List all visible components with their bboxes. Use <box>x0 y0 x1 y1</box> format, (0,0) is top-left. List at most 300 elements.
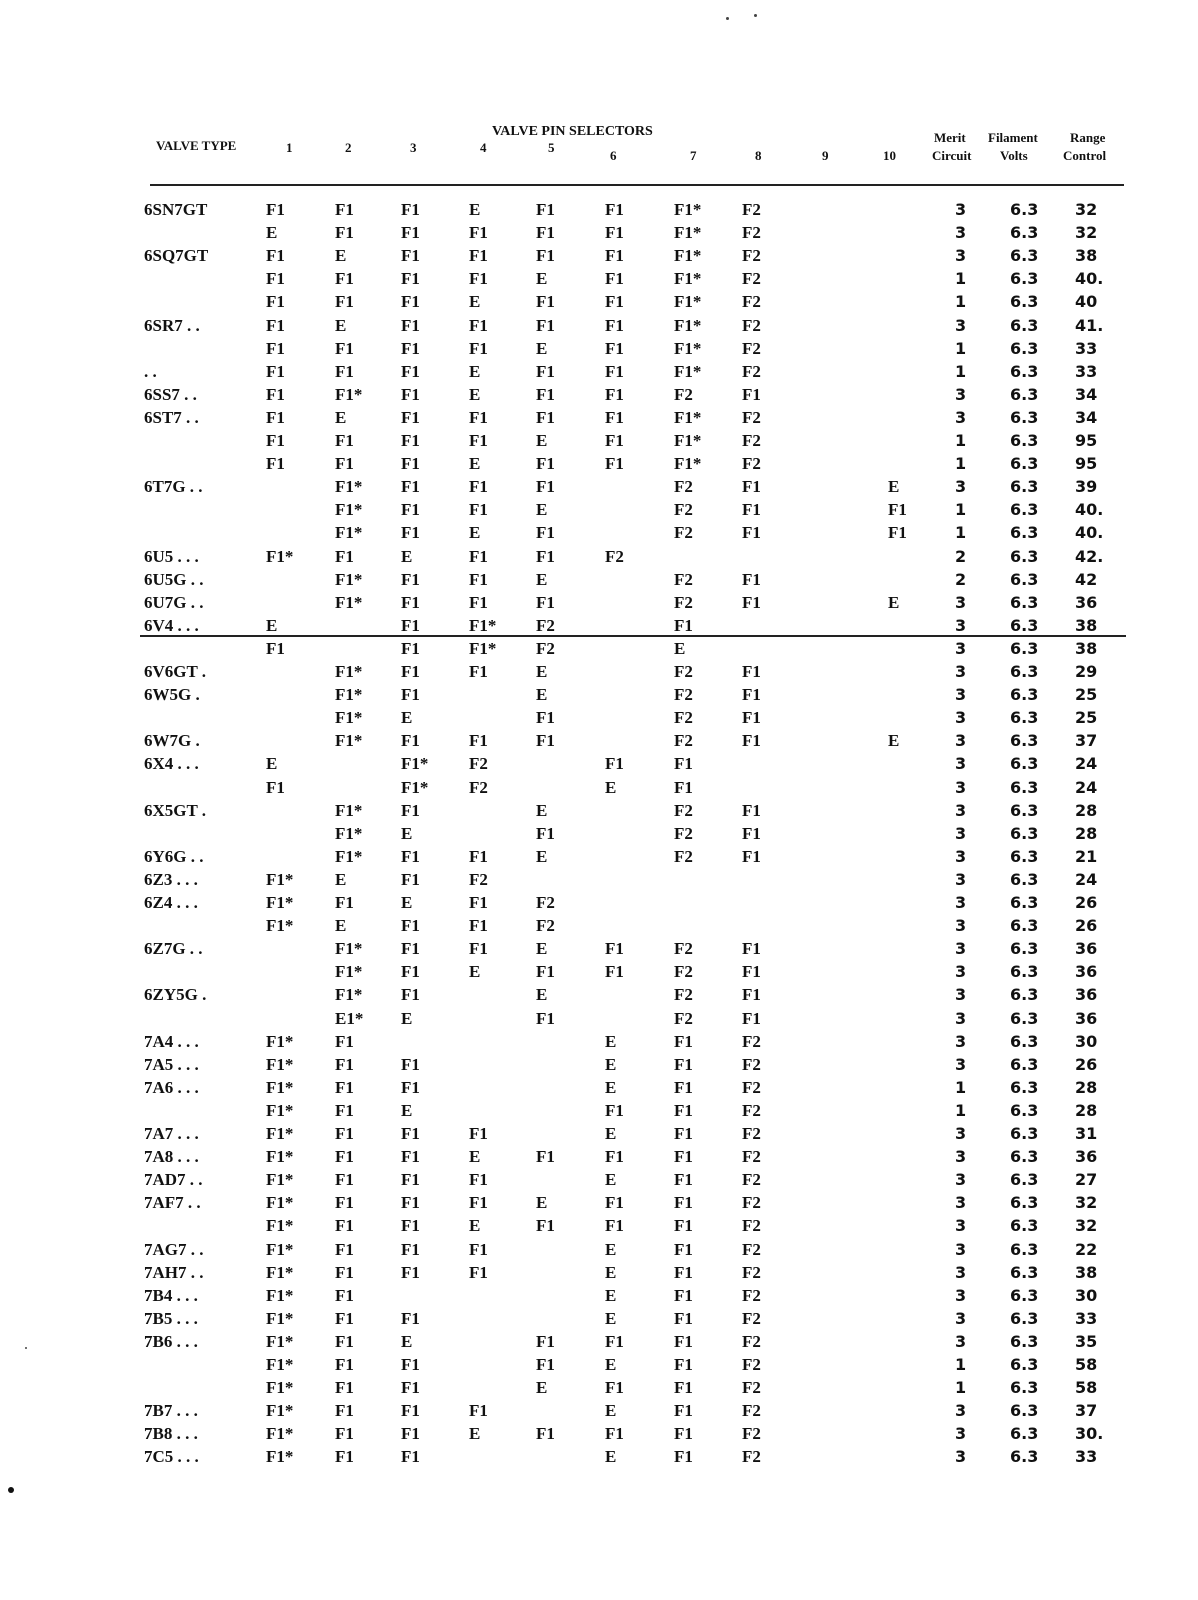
filament-volts-cell: 6.3 <box>1010 1078 1039 1097</box>
filament-volts-cell: 6.3 <box>1010 1424 1039 1443</box>
valve-type-cell: 6X5GT . <box>144 801 207 820</box>
pin-5-cell: E <box>536 269 548 288</box>
pin-5-cell: F1 <box>536 408 555 427</box>
filament-volts-cell: 6.3 <box>1010 731 1039 750</box>
pin-8-cell: F2 <box>742 1424 761 1443</box>
valve-type-cell: 7C5 . . . <box>144 1447 199 1466</box>
pin-4-cell: F1 <box>469 1193 488 1212</box>
pin-8-cell: F2 <box>742 1355 761 1374</box>
pin-3-cell: E <box>401 824 413 843</box>
range-control-cell: 24 <box>1075 870 1098 889</box>
pin-6-cell: F1 <box>605 754 624 773</box>
range-control-cell: 29 <box>1075 662 1098 681</box>
range-control-cell: 22 <box>1075 1240 1098 1259</box>
valve-type-cell: 7B7 . . . <box>144 1401 198 1420</box>
pin-5-cell: F1 <box>536 316 555 335</box>
pin-7-cell: F1 <box>674 1332 693 1351</box>
filament-volts-cell: 6.3 <box>1010 916 1039 935</box>
pin-8-cell: F2 <box>742 316 761 335</box>
pin-3-cell: F1 <box>401 1424 420 1443</box>
merit-circuit-cell: 3 <box>955 316 967 335</box>
filament-volts-cell: 6.3 <box>1010 1447 1039 1466</box>
filament-volts-cell: 6.3 <box>1010 685 1039 704</box>
range-control-cell: 36 <box>1075 962 1098 981</box>
pin-4-cell: E <box>469 962 481 981</box>
pin-8-cell: F2 <box>742 1216 761 1235</box>
pin-7-cell: F2 <box>674 708 693 727</box>
range-control-cell: 42 <box>1075 570 1098 589</box>
pin-8-cell: F1 <box>742 939 761 958</box>
pin-1-cell: F1 <box>266 246 285 265</box>
merit-circuit-cell: 3 <box>955 1009 967 1028</box>
pin-7-cell: F1 <box>674 1309 693 1328</box>
pin-1-cell: F1 <box>266 431 285 450</box>
pin-10-cell: E <box>888 477 900 496</box>
pin-2-cell: F1 <box>335 1101 354 1120</box>
circuit-header: Circuit <box>932 148 972 163</box>
pin-3-cell: F1 <box>401 1447 420 1466</box>
pin-1-cell: F1 <box>266 200 285 219</box>
pin-6-cell: F1 <box>605 1332 624 1351</box>
pin-6-cell: F1 <box>605 362 624 381</box>
valve-type-cell: 6Z3 . . . <box>144 870 198 889</box>
pin-8-cell: F2 <box>742 1447 761 1466</box>
valve-type-cell: 6SQ7GT <box>144 246 209 265</box>
pin-7-cell: E <box>674 639 686 658</box>
range-control-cell: 38 <box>1075 1263 1098 1282</box>
pin-7-cell: F1 <box>674 778 693 797</box>
range-control-cell: 40. <box>1075 500 1104 519</box>
pin-4-cell: E <box>469 1216 481 1235</box>
pin-6-cell: F2 <box>605 547 624 566</box>
valve-type-cell: 7B8 . . . <box>144 1424 198 1443</box>
filament-volts-cell: 6.3 <box>1010 523 1039 542</box>
pin-1-cell: F1* <box>266 1216 294 1235</box>
pin-8-cell: F2 <box>742 269 761 288</box>
pin-8-cell: F1 <box>742 731 761 750</box>
pin-7-cell: F1 <box>674 1147 693 1166</box>
range-control-cell: 31 <box>1075 1124 1098 1143</box>
filament-volts-cell: 6.3 <box>1010 454 1039 473</box>
merit-circuit-cell: 3 <box>955 847 967 866</box>
valve-type-cell: 6X4 . . . <box>144 754 199 773</box>
pin-5-cell: E <box>536 939 548 958</box>
filament-volts-cell: 6.3 <box>1010 778 1039 797</box>
range-control-cell: 24 <box>1075 754 1098 773</box>
pin-6-cell: F1 <box>605 1193 624 1212</box>
pin-8-cell: F2 <box>742 339 761 358</box>
range-control-cell: 95 <box>1075 431 1098 450</box>
pin-5-cell: F1 <box>536 1355 555 1374</box>
pin-header-1: 1 <box>286 140 293 155</box>
valve-type-cell: 6W5G . <box>144 685 200 704</box>
range-control-cell: 27 <box>1075 1170 1098 1189</box>
pin-1-cell: F1 <box>266 639 285 658</box>
range-control-cell: 33 <box>1075 1309 1098 1328</box>
filament-volts-cell: 6.3 <box>1010 223 1039 242</box>
pin-5-cell: F1 <box>536 547 555 566</box>
pin-5-cell: E <box>536 685 548 704</box>
pin-5-cell: F1 <box>536 1147 555 1166</box>
pin-6-cell: E <box>605 1355 617 1374</box>
pin-4-cell: F1 <box>469 1170 488 1189</box>
pin-3-cell: F1 <box>401 916 420 935</box>
pin-5-cell: F2 <box>536 916 555 935</box>
pin-8-cell: F1 <box>742 570 761 589</box>
pin-3-cell: E <box>401 1332 413 1351</box>
pin-2-cell: F1 <box>335 1032 354 1051</box>
pin-7-cell: F2 <box>674 477 693 496</box>
pin-6-cell: F1 <box>605 316 624 335</box>
pin-3-cell: F1 <box>401 1124 420 1143</box>
valve-type-cell: 7A7 . . . <box>144 1124 199 1143</box>
filament-header: Filament <box>988 130 1038 145</box>
valve-type-cell: 7AD7 . . <box>144 1170 203 1189</box>
pin-8-cell: F1 <box>742 847 761 866</box>
merit-circuit-cell: 3 <box>955 985 967 1004</box>
filament-volts-cell: 6.3 <box>1010 500 1039 519</box>
pin-1-cell: E <box>266 616 278 635</box>
pin-5-cell: E <box>536 1193 548 1212</box>
pin-1-cell: F1* <box>266 547 294 566</box>
pin-7-cell: F1 <box>674 1263 693 1282</box>
range-control-cell: 35 <box>1075 1332 1098 1351</box>
pin-3-cell: F1 <box>401 246 420 265</box>
pin-3-cell: F1 <box>401 431 420 450</box>
pin-5-cell: F1 <box>536 362 555 381</box>
pin-2-cell: F1 <box>335 1424 354 1443</box>
pin-3-cell: E <box>401 1101 413 1120</box>
merit-circuit-cell: 1 <box>955 431 967 450</box>
range-control-cell: 34 <box>1075 408 1098 427</box>
scan-speck <box>754 14 757 17</box>
pin-7-cell: F2 <box>674 685 693 704</box>
pin-1-cell: F1* <box>266 1032 294 1051</box>
pin-5-cell: F1 <box>536 454 555 473</box>
pin-3-cell: F1 <box>401 1078 420 1097</box>
merit-circuit-cell: 3 <box>955 385 967 404</box>
pin-2-cell: F1 <box>335 223 354 242</box>
scan-speck <box>726 17 729 20</box>
merit-circuit-cell: 2 <box>955 547 967 566</box>
pin-7-cell: F1* <box>674 339 702 358</box>
range-control-cell: 41. <box>1075 316 1104 335</box>
range-control-cell: 36 <box>1075 985 1098 1004</box>
valve-type-cell: 6U5G . . <box>144 570 204 589</box>
pin-4-cell: F1 <box>469 847 488 866</box>
pin-5-cell: F1 <box>536 731 555 750</box>
merit-circuit-cell: 2 <box>955 570 967 589</box>
pin-7-cell: F1* <box>674 269 702 288</box>
pin-4-cell: F1 <box>469 1124 488 1143</box>
filament-volts-cell: 6.3 <box>1010 1355 1039 1374</box>
pin-2-cell: F1 <box>335 1401 354 1420</box>
pin-4-cell: F1 <box>469 731 488 750</box>
pin-6-cell: F1 <box>605 385 624 404</box>
merit-circuit-cell: 3 <box>955 685 967 704</box>
pin-2-cell: F1* <box>335 662 363 681</box>
valve-type-cell: 6V4 . . . <box>144 616 199 635</box>
range-control-cell: 36 <box>1075 939 1098 958</box>
filament-volts-cell: 6.3 <box>1010 1309 1039 1328</box>
range-header: Range <box>1070 130 1106 145</box>
range-control-cell: 39 <box>1075 477 1098 496</box>
pin-1-cell: F1* <box>266 1101 294 1120</box>
merit-circuit-cell: 3 <box>955 1424 967 1443</box>
pin-5-cell: F1 <box>536 593 555 612</box>
filament-volts-cell: 6.3 <box>1010 1147 1039 1166</box>
pin-1-cell: F1 <box>266 316 285 335</box>
pin-3-cell: F1 <box>401 1055 420 1074</box>
pin-3-cell: F1 <box>401 1378 420 1397</box>
pin-3-cell: F1 <box>401 385 420 404</box>
pin-2-cell: F1* <box>335 523 363 542</box>
pin-5-cell: F1 <box>536 292 555 311</box>
pin-7-cell: F1 <box>674 1124 693 1143</box>
range-control-cell: 58 <box>1075 1355 1098 1374</box>
pin-8-cell: F2 <box>742 408 761 427</box>
pin-6-cell: E <box>605 1401 617 1420</box>
pin-5-cell: E <box>536 500 548 519</box>
pin-6-cell: E <box>605 1263 617 1282</box>
pin-2-cell: F1 <box>335 1286 354 1305</box>
pin-8-cell: F2 <box>742 1055 761 1074</box>
pin-1-cell: F1* <box>266 1240 294 1259</box>
pin-2-cell: F1 <box>335 431 354 450</box>
pin-5-cell: F1 <box>536 200 555 219</box>
pin-6-cell: E <box>605 1309 617 1328</box>
valve-type-cell: 6SN7GT <box>144 200 208 219</box>
pin-2-cell: F1* <box>335 708 363 727</box>
pin-7-cell: F1 <box>674 1240 693 1259</box>
filament-volts-cell: 6.3 <box>1010 939 1039 958</box>
pin-1-cell: F1* <box>266 1193 294 1212</box>
pin-8-cell: F1 <box>742 824 761 843</box>
pin-5-cell: F2 <box>536 893 555 912</box>
pin-7-cell: F1 <box>674 1286 693 1305</box>
pin-4-cell: F1 <box>469 269 488 288</box>
range-control-cell: 26 <box>1075 893 1098 912</box>
valve-type-cell: 7AH7 . . <box>144 1263 204 1282</box>
pin-1-cell: F1 <box>266 339 285 358</box>
pin-4-cell: F1 <box>469 246 488 265</box>
pin-5-cell: F1 <box>536 1009 555 1028</box>
filament-volts-cell: 6.3 <box>1010 1055 1039 1074</box>
pin-1-cell: F1 <box>266 778 285 797</box>
filament-volts-cell: 6.3 <box>1010 1332 1039 1351</box>
valve-type-cell: 6T7G . . <box>144 477 203 496</box>
pin-header-9: 9 <box>822 148 829 163</box>
pin-8-cell: F2 <box>742 246 761 265</box>
pin-5-cell: E <box>536 662 548 681</box>
pin-4-cell: F1 <box>469 662 488 681</box>
pin-7-cell: F1 <box>674 1424 693 1443</box>
pin-2-cell: F1 <box>335 1216 354 1235</box>
pin-1-cell: F1* <box>266 1147 294 1166</box>
pin-4-cell: F1 <box>469 477 488 496</box>
filament-volts-cell: 6.3 <box>1010 269 1039 288</box>
pin-7-cell: F1* <box>674 200 702 219</box>
pin-5-cell: F1 <box>536 962 555 981</box>
pin-8-cell: F2 <box>742 1101 761 1120</box>
pin-8-cell: F2 <box>742 1378 761 1397</box>
filament-volts-cell: 6.3 <box>1010 1009 1039 1028</box>
merit-circuit-cell: 3 <box>955 408 967 427</box>
pin-3-cell: F1 <box>401 269 420 288</box>
pin-4-cell: F1 <box>469 570 488 589</box>
pin-8-cell: F2 <box>742 1032 761 1051</box>
pin-5-cell: F1 <box>536 824 555 843</box>
valve-type-cell: 6SS7 . . <box>144 385 197 404</box>
pin-7-cell: F2 <box>674 985 693 1004</box>
pin-8-cell: F1 <box>742 685 761 704</box>
pin-1-cell: F1* <box>266 1378 294 1397</box>
pin-8-cell: F2 <box>742 1147 761 1166</box>
filament-volts-cell: 6.3 <box>1010 616 1039 635</box>
filament-volts-cell: 6.3 <box>1010 547 1039 566</box>
pin-3-cell: F1* <box>401 754 429 773</box>
pin-5-cell: E <box>536 570 548 589</box>
scan-speck <box>8 1487 14 1493</box>
pin-2-cell: F1* <box>335 500 363 519</box>
pin-1-cell: F1 <box>266 454 285 473</box>
range-control-cell: 32 <box>1075 223 1098 242</box>
range-control-cell: 37 <box>1075 1401 1098 1420</box>
range-control-cell: 32 <box>1075 1216 1098 1235</box>
valve-type-cell: . . <box>144 362 157 381</box>
valve-type-cell: 6U5 . . . <box>144 547 199 566</box>
pin-7-cell: F1* <box>674 246 702 265</box>
pin-8-cell: F1 <box>742 962 761 981</box>
pin-8-cell: F1 <box>742 477 761 496</box>
range-control-cell: 33 <box>1075 362 1098 381</box>
pin-3-cell: F1 <box>401 1193 420 1212</box>
filament-volts-cell: 6.3 <box>1010 292 1039 311</box>
range-control-cell: 40. <box>1075 523 1104 542</box>
range-control-cell: 36 <box>1075 1009 1098 1028</box>
pin-8-cell: F2 <box>742 1332 761 1351</box>
pin-1-cell: F1 <box>266 385 285 404</box>
header-rule <box>150 184 1124 186</box>
pin-3-cell: F1 <box>401 847 420 866</box>
valve-type-cell: 7A4 . . . <box>144 1032 199 1051</box>
valve-type-cell: 6Z4 . . . <box>144 893 198 912</box>
pin-7-cell: F1 <box>674 1355 693 1374</box>
range-control-cell: 40. <box>1075 269 1104 288</box>
pin-header-8: 8 <box>755 148 762 163</box>
filament-volts-cell: 6.3 <box>1010 1401 1039 1420</box>
valve-type-cell: 7B6 . . . <box>144 1332 198 1351</box>
pin-8-cell: F1 <box>742 523 761 542</box>
pin-7-cell: F1* <box>674 292 702 311</box>
pin-8-cell: F2 <box>742 200 761 219</box>
control-header: Control <box>1063 148 1107 163</box>
pin-5-cell: F2 <box>536 639 555 658</box>
filament-volts-cell: 6.3 <box>1010 1101 1039 1120</box>
pin-6-cell: F1 <box>605 1101 624 1120</box>
pin-4-cell: F1 <box>469 431 488 450</box>
pin-4-cell: F1* <box>469 616 497 635</box>
filament-volts-cell: 6.3 <box>1010 847 1039 866</box>
pin-2-cell: E <box>335 916 347 935</box>
merit-circuit-cell: 3 <box>955 778 967 797</box>
pin-5-cell: F1 <box>536 523 555 542</box>
filament-volts-cell: 6.3 <box>1010 200 1039 219</box>
pin-10-cell: F1 <box>888 500 907 519</box>
valve-type-cell: 7AF7 . . <box>144 1193 201 1212</box>
pin-7-cell: F1 <box>674 1216 693 1235</box>
pin-5-cell: F2 <box>536 616 555 635</box>
range-control-cell: 33 <box>1075 339 1098 358</box>
merit-circuit-cell: 3 <box>955 962 967 981</box>
valve-type-cell: 7A5 . . . <box>144 1055 199 1074</box>
pin-4-cell: E <box>469 362 481 381</box>
pin-2-cell: F1 <box>335 1147 354 1166</box>
merit-circuit-cell: 1 <box>955 362 967 381</box>
pin-1-cell: F1* <box>266 1286 294 1305</box>
valve-type-cell: 6U7G . . <box>144 593 204 612</box>
pin-5-cell: E <box>536 431 548 450</box>
merit-circuit-cell: 1 <box>955 1078 967 1097</box>
pin-5-cell: F1 <box>536 1424 555 1443</box>
pin-5-cell: F1 <box>536 708 555 727</box>
pin-6-cell: F1 <box>605 1216 624 1235</box>
filament-volts-cell: 6.3 <box>1010 362 1039 381</box>
pin-header-7: 7 <box>690 148 697 163</box>
pin-1-cell: F1 <box>266 408 285 427</box>
pin-8-cell: F2 <box>742 1240 761 1259</box>
pin-3-cell: E <box>401 893 413 912</box>
range-control-cell: 25 <box>1075 708 1098 727</box>
merit-circuit-cell: 3 <box>955 1124 967 1143</box>
pin-2-cell: F1 <box>335 1355 354 1374</box>
pin-2-cell: F1 <box>335 1263 354 1282</box>
filament-volts-cell: 6.3 <box>1010 1240 1039 1259</box>
pin-header-5: 5 <box>548 140 555 155</box>
range-control-cell: 58 <box>1075 1378 1098 1397</box>
pin-2-cell: F1 <box>335 1170 354 1189</box>
valve-type-cell: 6W7G . <box>144 731 200 750</box>
pin-4-cell: E <box>469 200 481 219</box>
merit-circuit-cell: 1 <box>955 1355 967 1374</box>
pin-4-cell: F1 <box>469 500 488 519</box>
filament-volts-cell: 6.3 <box>1010 1286 1039 1305</box>
pin-7-cell: F2 <box>674 1009 693 1028</box>
pin-3-cell: F1 <box>401 339 420 358</box>
pin-7-cell: F2 <box>674 731 693 750</box>
valve-pin-selectors-title: VALVE PIN SELECTORS <box>492 124 653 139</box>
pin-8-cell: F2 <box>742 223 761 242</box>
pin-4-cell: F1 <box>469 1401 488 1420</box>
pin-2-cell: F1 <box>335 1055 354 1074</box>
pin-8-cell: F2 <box>742 292 761 311</box>
pin-8-cell: F1 <box>742 801 761 820</box>
pin-7-cell: F1 <box>674 1055 693 1074</box>
pin-4-cell: E <box>469 523 481 542</box>
pin-10-cell: F1 <box>888 523 907 542</box>
pin-8-cell: F2 <box>742 1124 761 1143</box>
range-control-cell: 34 <box>1075 385 1098 404</box>
filament-volts-cell: 6.3 <box>1010 962 1039 981</box>
merit-circuit-cell: 3 <box>955 639 967 658</box>
range-control-cell: 32 <box>1075 200 1098 219</box>
range-control-cell: 32 <box>1075 1193 1098 1212</box>
valve-type-cell: 6SR7 . . <box>144 316 200 335</box>
pin-4-cell: F1 <box>469 547 488 566</box>
merit-circuit-cell: 3 <box>955 1447 967 1466</box>
volts-header: Volts <box>1000 148 1028 163</box>
range-control-cell: 33 <box>1075 1447 1098 1466</box>
